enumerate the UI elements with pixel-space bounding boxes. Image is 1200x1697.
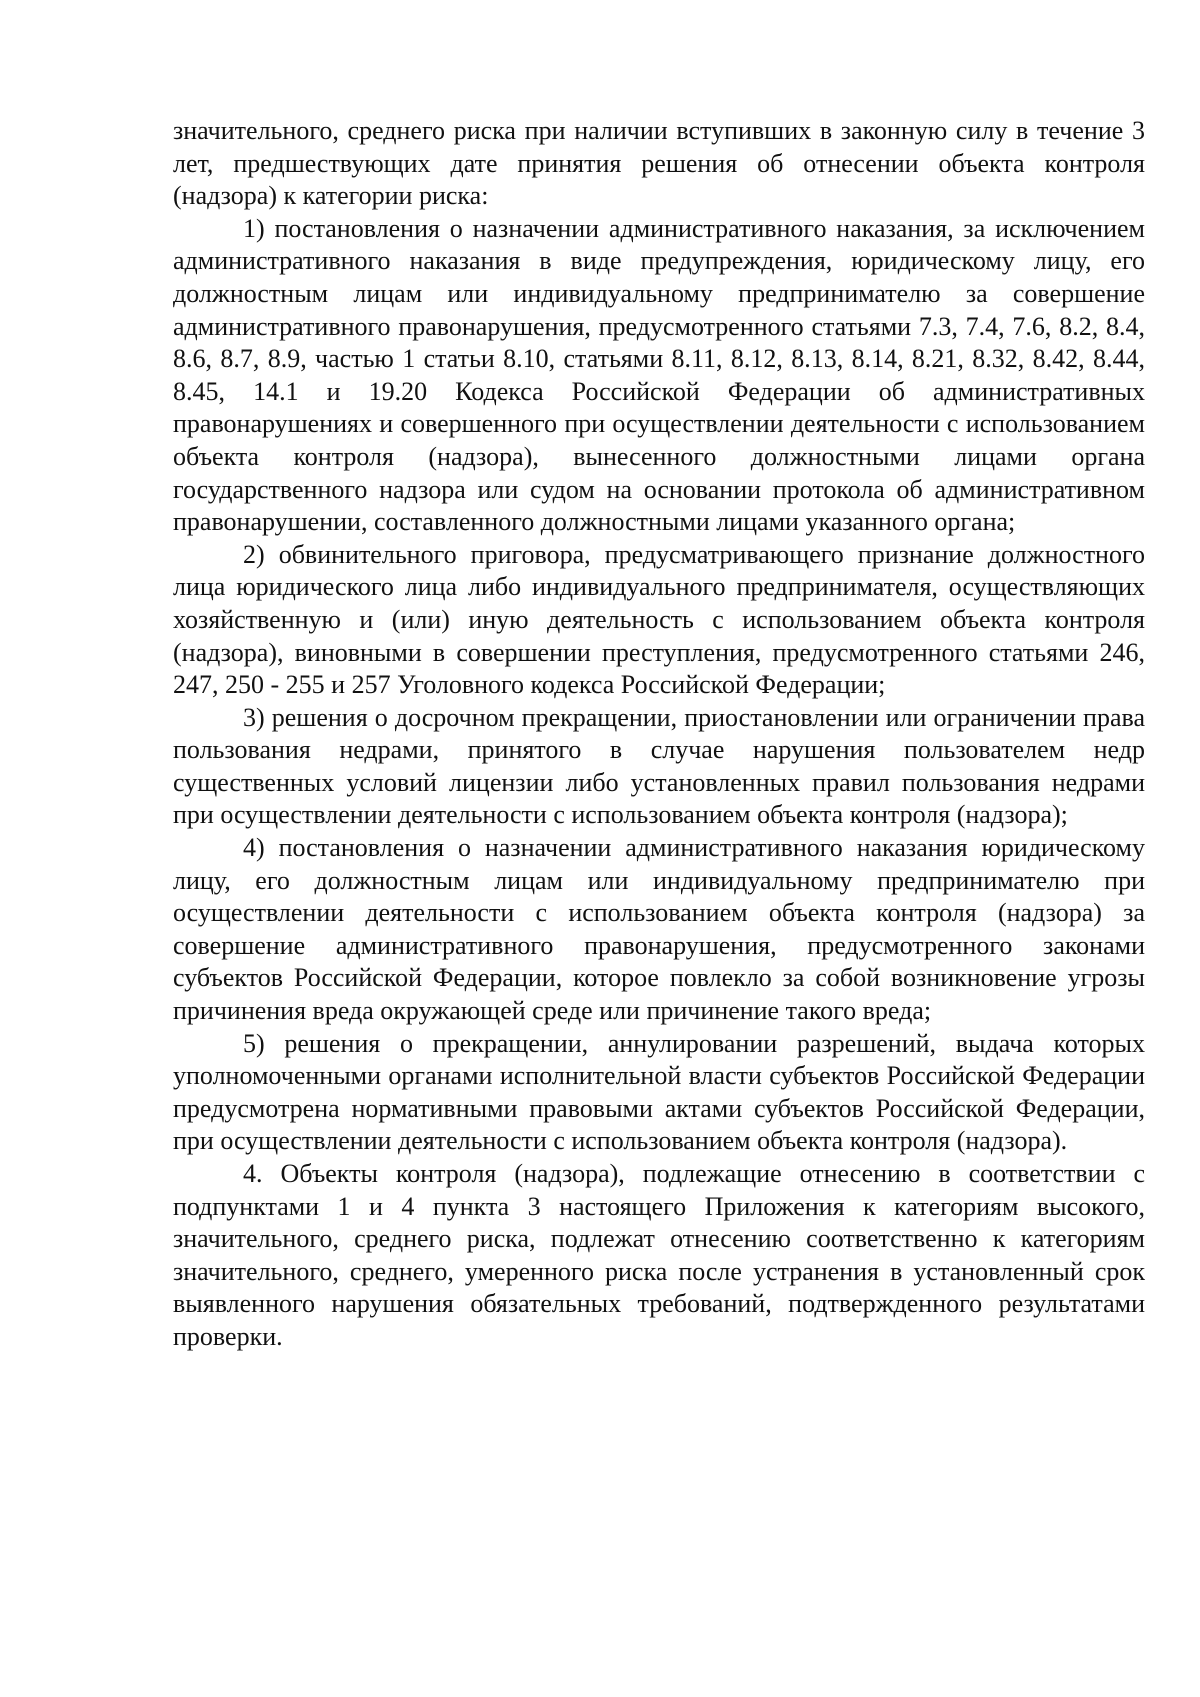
paragraph-item-2: 2) обвинительного приговора, предусматривающего признание должностного лица юридического лица либо индивидуального предпринимателя, осуществляющих хозяйственную и (или) иную деятельность с использованием объекта контроля (надзора), виновными в совершении преступления, предусмотренного статьями 246, 247, 250 - 255 и 257 Уголовного кодекса Российской Федерации; [173,539,1145,700]
paragraph-intro: значительного, среднего риска при наличии вступивших в законную силу в течение 3 лет, предшествующих дате принятия решения об отнесении объекта контроля (надзора) к категории риска: [173,116,1145,211]
paragraph-item-4: 4) постановления о назначении административного наказания юридическому лицу, его должностным лицам или индивидуальному предпринимателю при осуществлении деятельности с использованием объекта контроля (надзора) за совершение административного правонарушения, предусмотренного законами субъектов Российской Федерации, которое повлекло за собой возникновение угрозы причинения вреда окружающей среде или причинение такого вреда; [173,833,1145,1026]
paragraph-item-3: 3) решения о досрочном прекращении, приостановлении или ограничении права пользования недрами, принятого в случае нарушения пользователем недр существенных условий лицензии либо установленных правил пользования недрами при осуществлении деятельности с использованием объекта контроля (надзора); [173,702,1145,830]
paragraph-item-5: 5) решения о прекращении, аннулировании разрешений, выдача которых уполномоченными органами исполнительной власти субъектов Российской Федерации предусмотрена нормативными правовыми актами субъектов Российской Федерации, при осуществлении деятельности с использованием объекта контроля (надзора). [173,1028,1145,1156]
paragraph-section-4: 4. Объекты контроля (надзора), подлежащие отнесению в соответствии с подпунктами 1 и 4 пункта 3 настоящего Приложения к категориям высокого, значительного, среднего риска, подлежат отнесению соответственно к категориям значительного, среднего, умеренного риска после устранения в установленный срок выявленного нарушения обязательных требований, подтвержденного результатами проверки. [173,1159,1145,1351]
paragraph-item-1: 1) постановления о назначении административного наказания, за исключением административного наказания в виде предупреждения, юридическому лицу, его должностным лицам или индивидуальному предпринимателю за совершение административного правонарушения, предусмотренного статьями 7.3, 7.4, 7.6, 8.2, 8.4, 8.6, 8.7, 8.9, частью 1 статьи 8.10, статьями 8.11, 8.12, 8.13, 8.14, 8.21, 8.32, 8.42, 8.44, 8.45, 14.1 и 19.20 Кодекса Российской Федерации об административных правонарушениях и совершенного при осуществлении деятельности с использованием объекта контроля (надзора), вынесенного должностными лицами органа государственного надзора или судом на основании протокола об административном правонарушении, составленного должностными лицами указанного органа; [173,213,1145,537]
document-body [173,115,1145,1354]
